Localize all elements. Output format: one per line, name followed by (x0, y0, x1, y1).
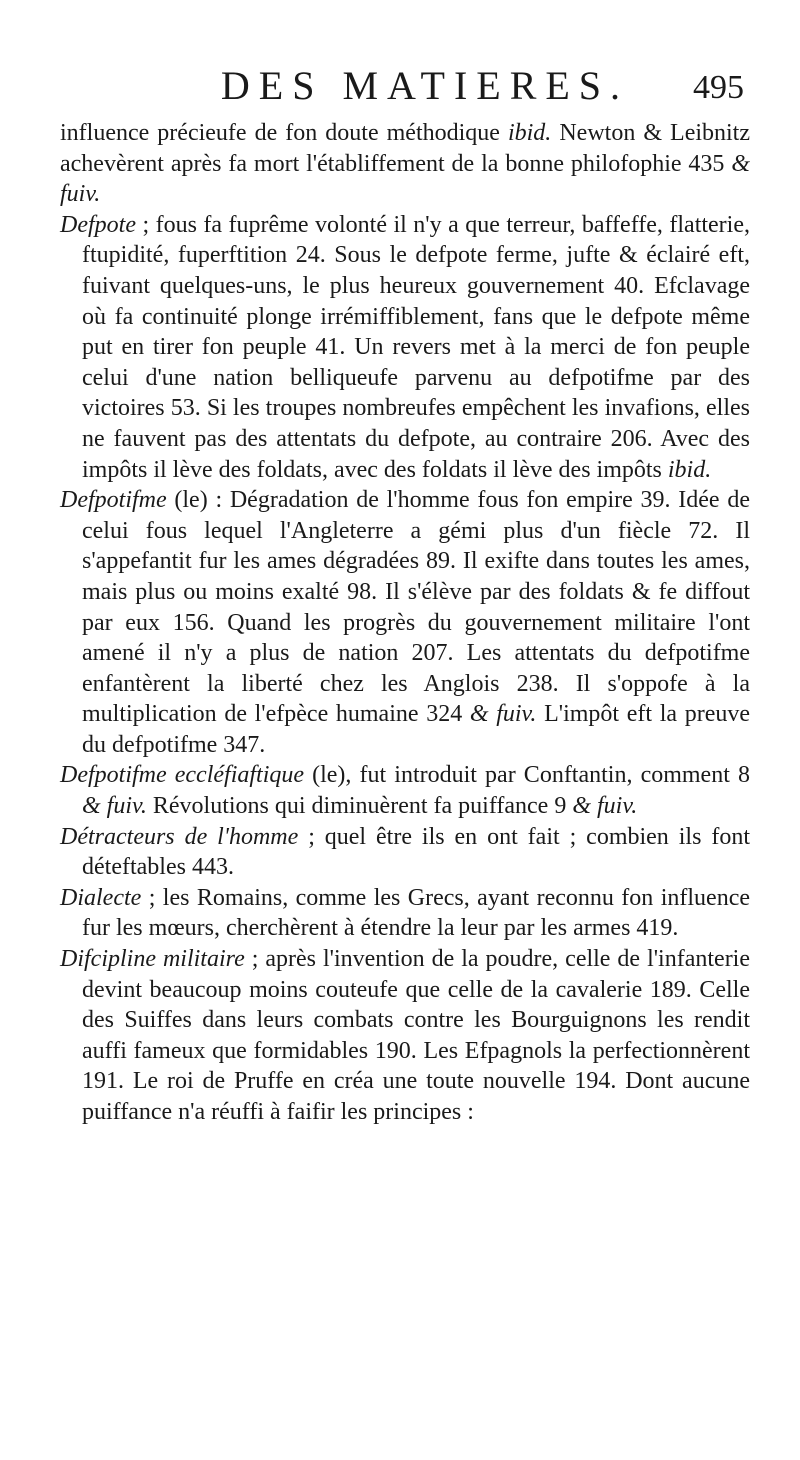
entry-text: L'impôt eft la preuve du defpotifme 347. (82, 701, 751, 758)
index-entry-detracteurs (60, 822, 750, 883)
page-number: 495 (693, 69, 744, 106)
entry-reference: ibid. (507, 120, 552, 146)
index-entry-defpote (60, 210, 750, 485)
entry-reference: ibid. (667, 456, 712, 483)
entry-text: (le) : Dégradation de l'homme fous fon empire 39. Idée de celui fous lequel l'Angleterre a gémi plus d'un fiècle 72. Il s'appefantit fur les ames dégradées 89. Il exifte dans toutes les ames, mais plus ou moins exalté 98. Il s'élève par des foldats & fe diffout par eux 156. Quand les progrès du gouvernement militaire l'ont amené il n'y a plus de nation 207. Les attentats du defpotifme enfantèrent la liberté chez les Anglois 238. Il s'oppofe à la multiplication de l'efpèce humaine 324 (82, 487, 750, 728)
entry-reference: & fuiv. (572, 793, 638, 820)
index-entry-defpotifme (60, 485, 750, 760)
entry-text: (le), fut introduit par Conftantin, comment 8 (304, 762, 750, 789)
entry-term: Difcipline militaire (60, 946, 245, 973)
running-head (60, 62, 750, 110)
index-entry-continued (60, 118, 750, 210)
entry-reference: & fuiv. (469, 701, 537, 728)
entry-reference: & fuiv. (82, 793, 147, 820)
entry-term: Dialecte (60, 884, 142, 911)
entry-text: Newton & Leibnitz achevèrent après fa mort l'établiffement de la bonne philofophie 435 (60, 120, 751, 177)
entry-term: Defpotifme eccléfiaftique (60, 762, 305, 789)
index-entry-defpotifme-ecclefiaftique (60, 760, 750, 821)
entry-term: Détracteurs de l'homme (60, 823, 299, 850)
running-title: DES MATIERES. (220, 63, 630, 108)
entry-text: ; après l'invention de la poudre, celle de l'infanterie devint beaucoup moins couteufe que celle de la cavalerie 189. Celle des Suiffes dans leurs combats contre les Bourguignons les rendit auffi fameux que formidables 190. Les Efpagnols la perfectionnèrent 191. Le roi de Pruffe en créa une toute nouvelle 194. Dont aucune puiffance n'a réuffi à faifir les principes : (82, 946, 751, 1125)
entry-text: ; fous fa fuprême volonté il n'y a que terreur, baffeffe, flatterie, ftupidité, fuperftition 24. Sous le defpote ferme, jufte & éclairé eft, fuivant quelques-uns, le plus heureux gouvernement 40. Efclavage où fa continuité plonge irrémiffiblement, fans que le defpote même put en tirer fon peuple 41. Un revers met à la merci de fon peuple celui d'une nation belliqueufe parvenu au defpotifme par des victoires 53. Si les troupes nombreufes empêchent les invafions, elles ne fauvent pas des attentats du defpote, au contraire 206. Avec des impôts il lève des foldats, avec des foldats il lève des impôts (82, 211, 750, 483)
index-entry-dialecte (60, 883, 750, 944)
index-entries (60, 118, 750, 1128)
entry-term: Defpote (60, 211, 136, 238)
entry-term: Defpotifme (60, 487, 167, 514)
index-entry-difcipline (60, 944, 750, 1128)
entry-text: Révolutions qui diminuèrent fa puiffance 9 (146, 793, 573, 820)
entry-text: ; quel être ils en ont fait ; combien ils font déteftables 443. (82, 823, 750, 881)
entry-text: ; les Romains, comme les Grecs, ayant reconnu fon influence fur les mœurs, cherchèrent à étendre la leur par les armes 419. (82, 884, 750, 942)
entry-reference: & fuiv. (60, 150, 750, 208)
entry-text: influence précieufe de fon doute méthodique (60, 120, 508, 146)
